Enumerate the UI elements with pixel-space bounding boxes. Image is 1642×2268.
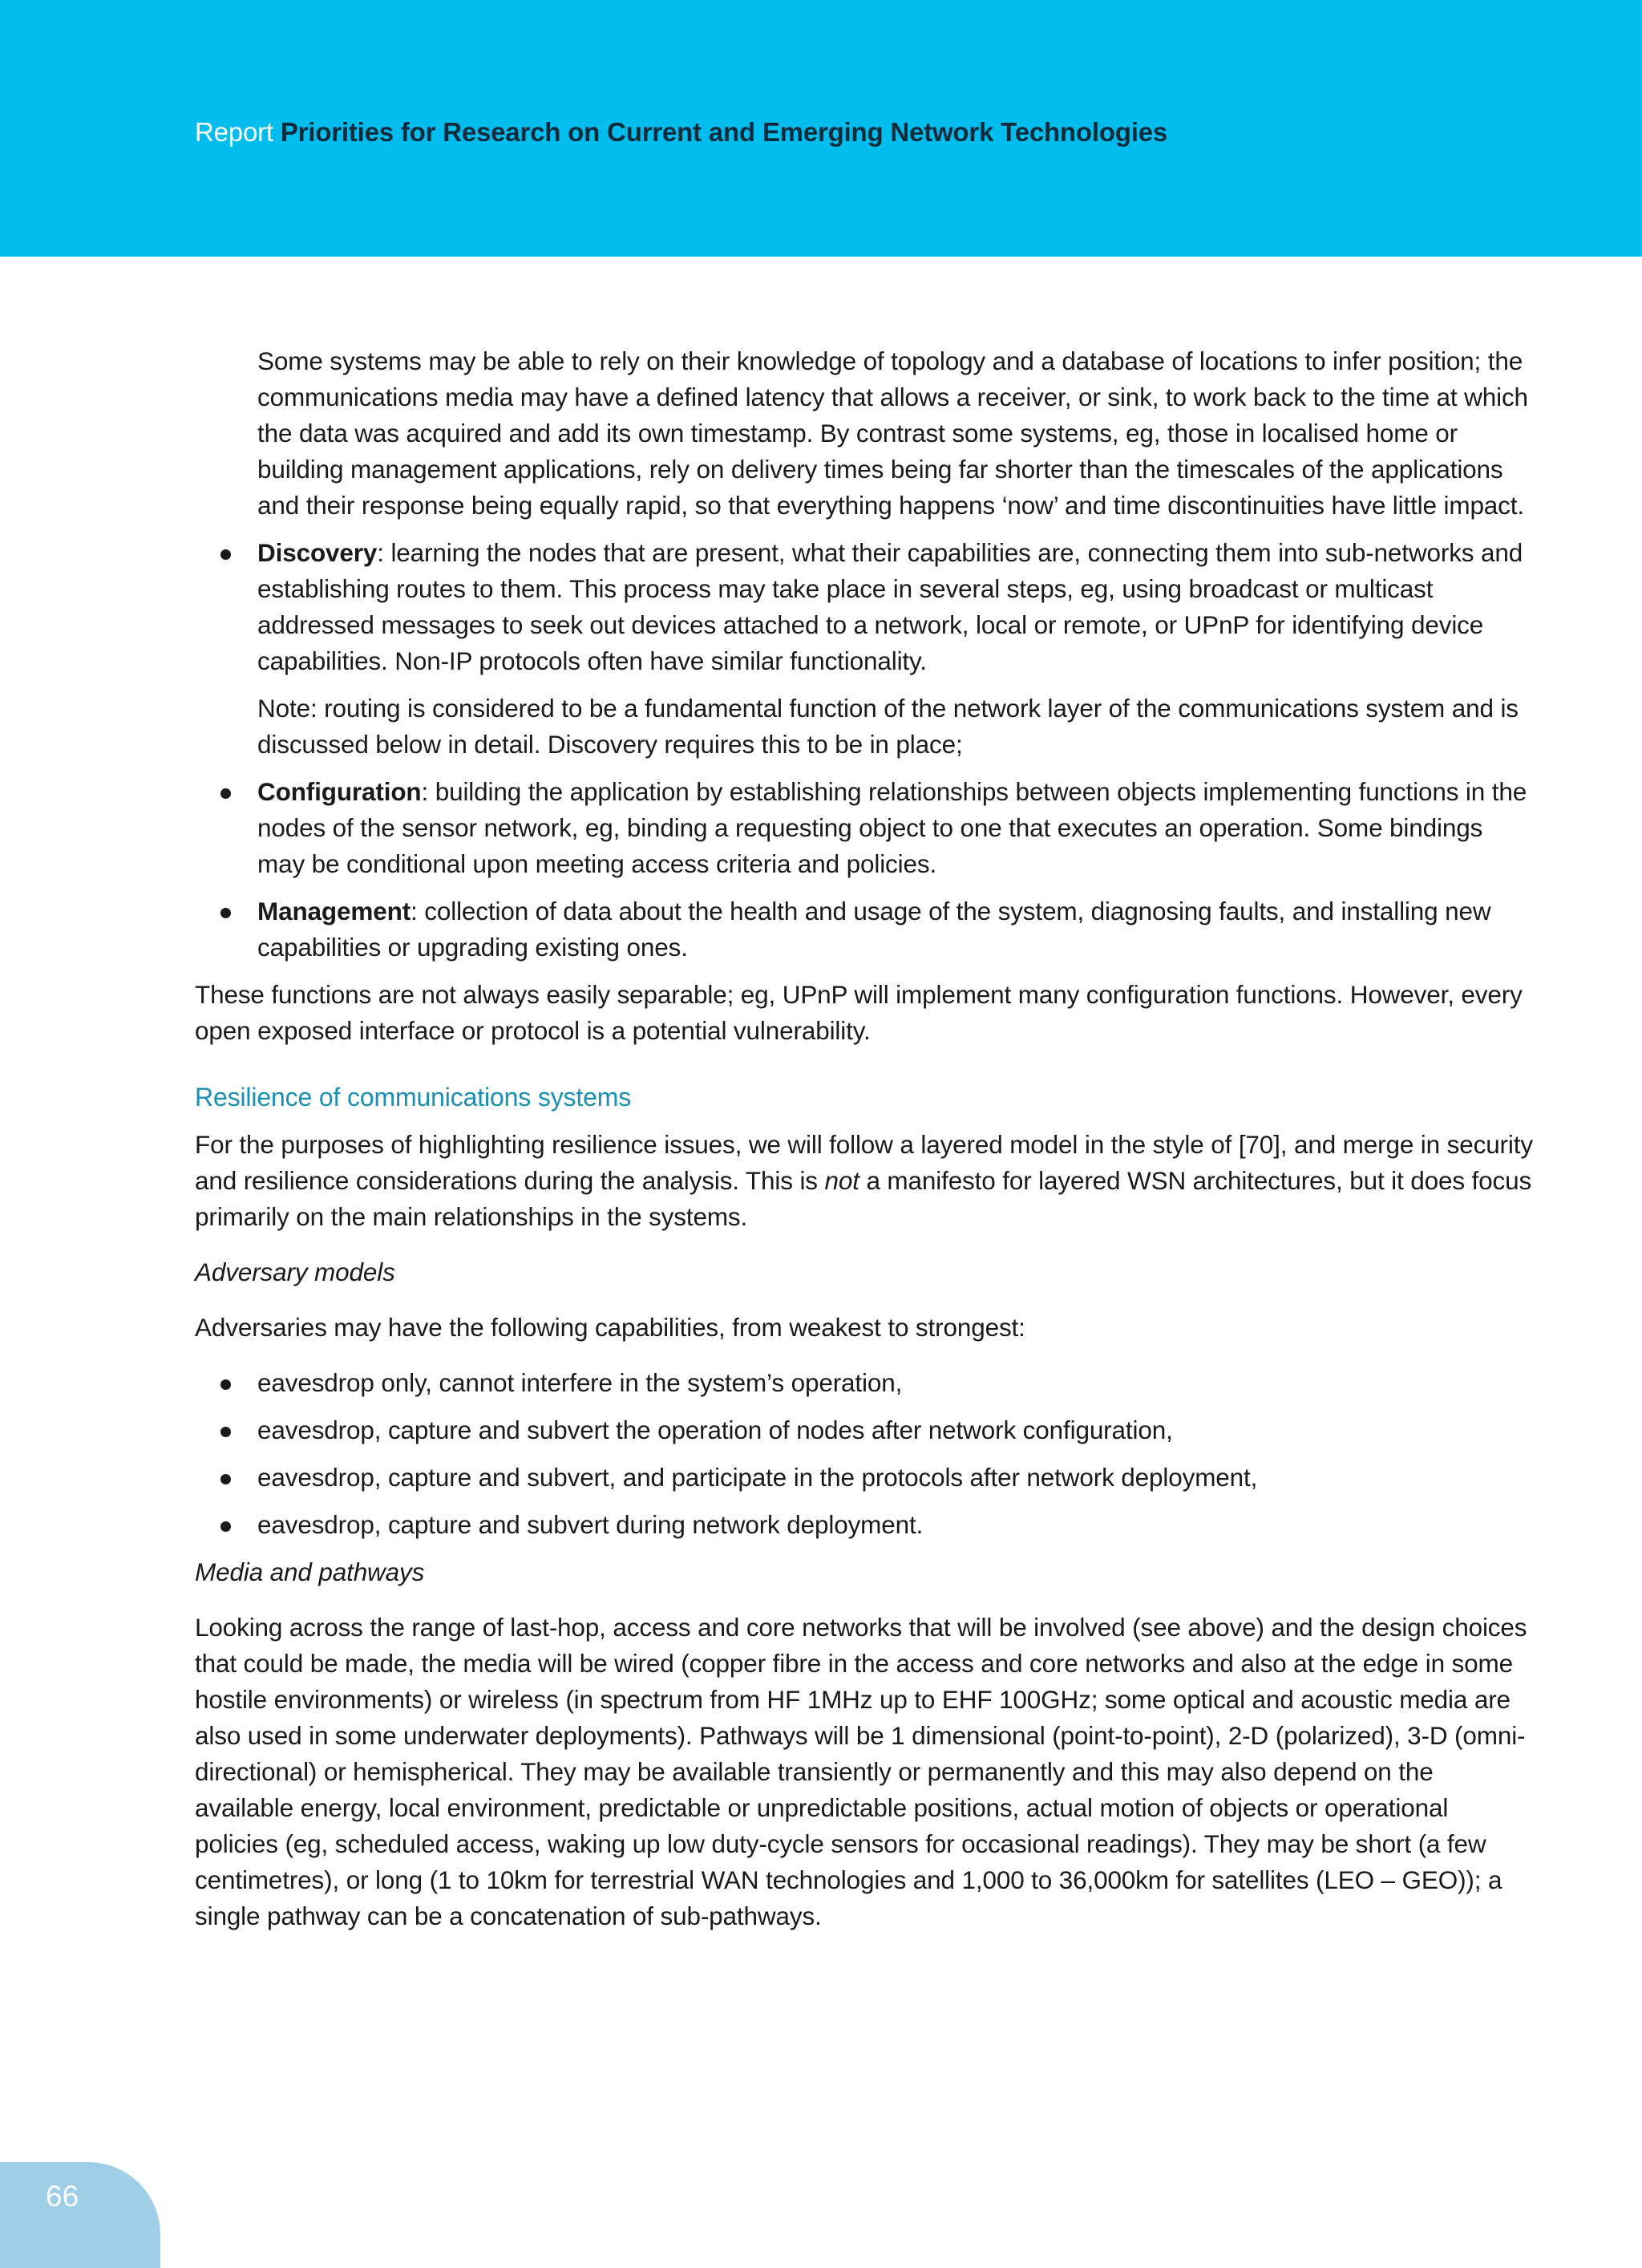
- resilience-emphasis: not: [824, 1166, 859, 1195]
- function-item-configuration: [195, 774, 1534, 882]
- media-paragraph: Looking across the range of last-hop, access and core networks that will be involved (see above) and the design choices that could be made, the media will be wired (copper fibre in the access and core networks and also at the edge in some hostile environments) or wireless (in spectrum from HF 1MHz up to EHF 100GHz; some optical and acoustic media are also used in some underwater deployments). Pathways will be 1 dimensional (point-to-point), 2-D (polarized), 3-D (omni-directional) or hemispherical. They may be available transiently or permanently and this may also depend on the available energy, local environment, predictable or unpredictable positions, actual motion of objects or operational policies (eg, scheduled access, waking up low duty-cycle sensors for occasional readings). They may be short (a few centimetres), or long (1 to 10km for terrestrial WAN technologies and 1,000 to 36,000km for satellites (LEO – GEO)); a single pathway can be a concatenation of sub-pathways.: [195, 1613, 1527, 1930]
- resilience-paragraph: [195, 1127, 1534, 1235]
- function-text: : building the application by establishing relationships between objects implementing functions in the nodes of the sensor network, eg, binding a requesting object to one that executes an operation. Some bindings may be conditional upon meeting access criteria and policies.: [257, 777, 1527, 878]
- function-text: : collection of data about the health and usage of the system, diagnosing faults, and installing new capabilities or upgrading existing ones.: [257, 897, 1491, 962]
- function-item-discovery: [195, 535, 1534, 679]
- bullet-icon: [220, 549, 231, 560]
- function-term: Configuration: [257, 777, 422, 806]
- bullet-icon: [220, 788, 231, 799]
- header-label: Report: [195, 117, 273, 147]
- adversary-item: [195, 1412, 1534, 1448]
- adversary-item-text: eavesdrop only, cannot interfere in the system’s operation,: [257, 1368, 903, 1397]
- page-number: 66: [46, 2180, 79, 2213]
- bullet-icon: [220, 1474, 231, 1484]
- adversary-item: [195, 1460, 1534, 1496]
- running-header: [195, 117, 1167, 148]
- bullet-icon: [220, 1521, 231, 1532]
- page-number-tab: [0, 2162, 160, 2268]
- adversary-item: [195, 1507, 1534, 1543]
- function-term: Discovery: [257, 538, 378, 567]
- bullet-icon: [220, 908, 231, 918]
- section-heading-resilience: Resilience of communications systems: [195, 1083, 632, 1112]
- adversary-item-text: eavesdrop, capture and subvert the operation of nodes after network configuration,: [257, 1415, 1173, 1444]
- page-content: [195, 343, 1534, 1934]
- function-item-management: [195, 893, 1534, 966]
- header-title: Priorities for Research on Current and Emerging Network Technologies: [280, 117, 1168, 147]
- subheading-adversary-models: Adversary models: [195, 1258, 395, 1286]
- bullet-icon: [220, 1379, 231, 1390]
- adversary-item-text: eavesdrop, capture and subvert during network deployment.: [257, 1510, 924, 1539]
- function-text: : learning the nodes that are present, what their capabilities are, connecting them into sub-networks and establishing routes to them. This process may take place in several steps, eg, using broadcast or multicast addressed messages to seek out devices attached to a network, local or remote, or UPnP for identifying device capabilities. Non-IP protocols often have similar functionality.: [257, 538, 1523, 675]
- adversary-item: [195, 1365, 1534, 1401]
- subheading-media-pathways: Media and pathways: [195, 1557, 425, 1586]
- discovery-note: Note: routing is considered to be a fundamental function of the network layer of the communications system and is discussed below in detail. Discovery requires this to be in place;: [257, 694, 1519, 759]
- functions-summary: These functions are not always easily separable; eg, UPnP will implement many configuration functions. However, every open exposed interface or protocol is a potential vulnerability.: [195, 980, 1523, 1045]
- resilience-text-b: a manifesto for layered WSN architectures, but it does focus primarily on the main relationships in the systems.: [195, 1166, 1532, 1231]
- intro-paragraph: Some systems may be able to rely on their knowledge of topology and a database of locations to infer position; the communications media may have a defined latency that allows a receiver, or sink, to work back to the time at which the data was acquired and add its own timestamp. By contrast some systems, eg, those in localised home or building management applications, rely on delivery times being far shorter than the timescales of the applications and their response being equally rapid, so that everything happens ‘now’ and time discontinuities have little impact.: [257, 346, 1528, 520]
- bullet-icon: [220, 1427, 231, 1437]
- adversary-intro: Adversaries may have the following capabilities, from weakest to strongest:: [195, 1313, 1025, 1342]
- resilience-text-a: For the purposes of highlighting resilience issues, we will follow a layered model in the style of [70], and merge in security and resilience considerations during the analysis. This is: [195, 1130, 1533, 1195]
- function-term: Management: [257, 897, 411, 925]
- adversary-item-text: eavesdrop, capture and subvert, and participate in the protocols after network deployment,: [257, 1463, 1258, 1492]
